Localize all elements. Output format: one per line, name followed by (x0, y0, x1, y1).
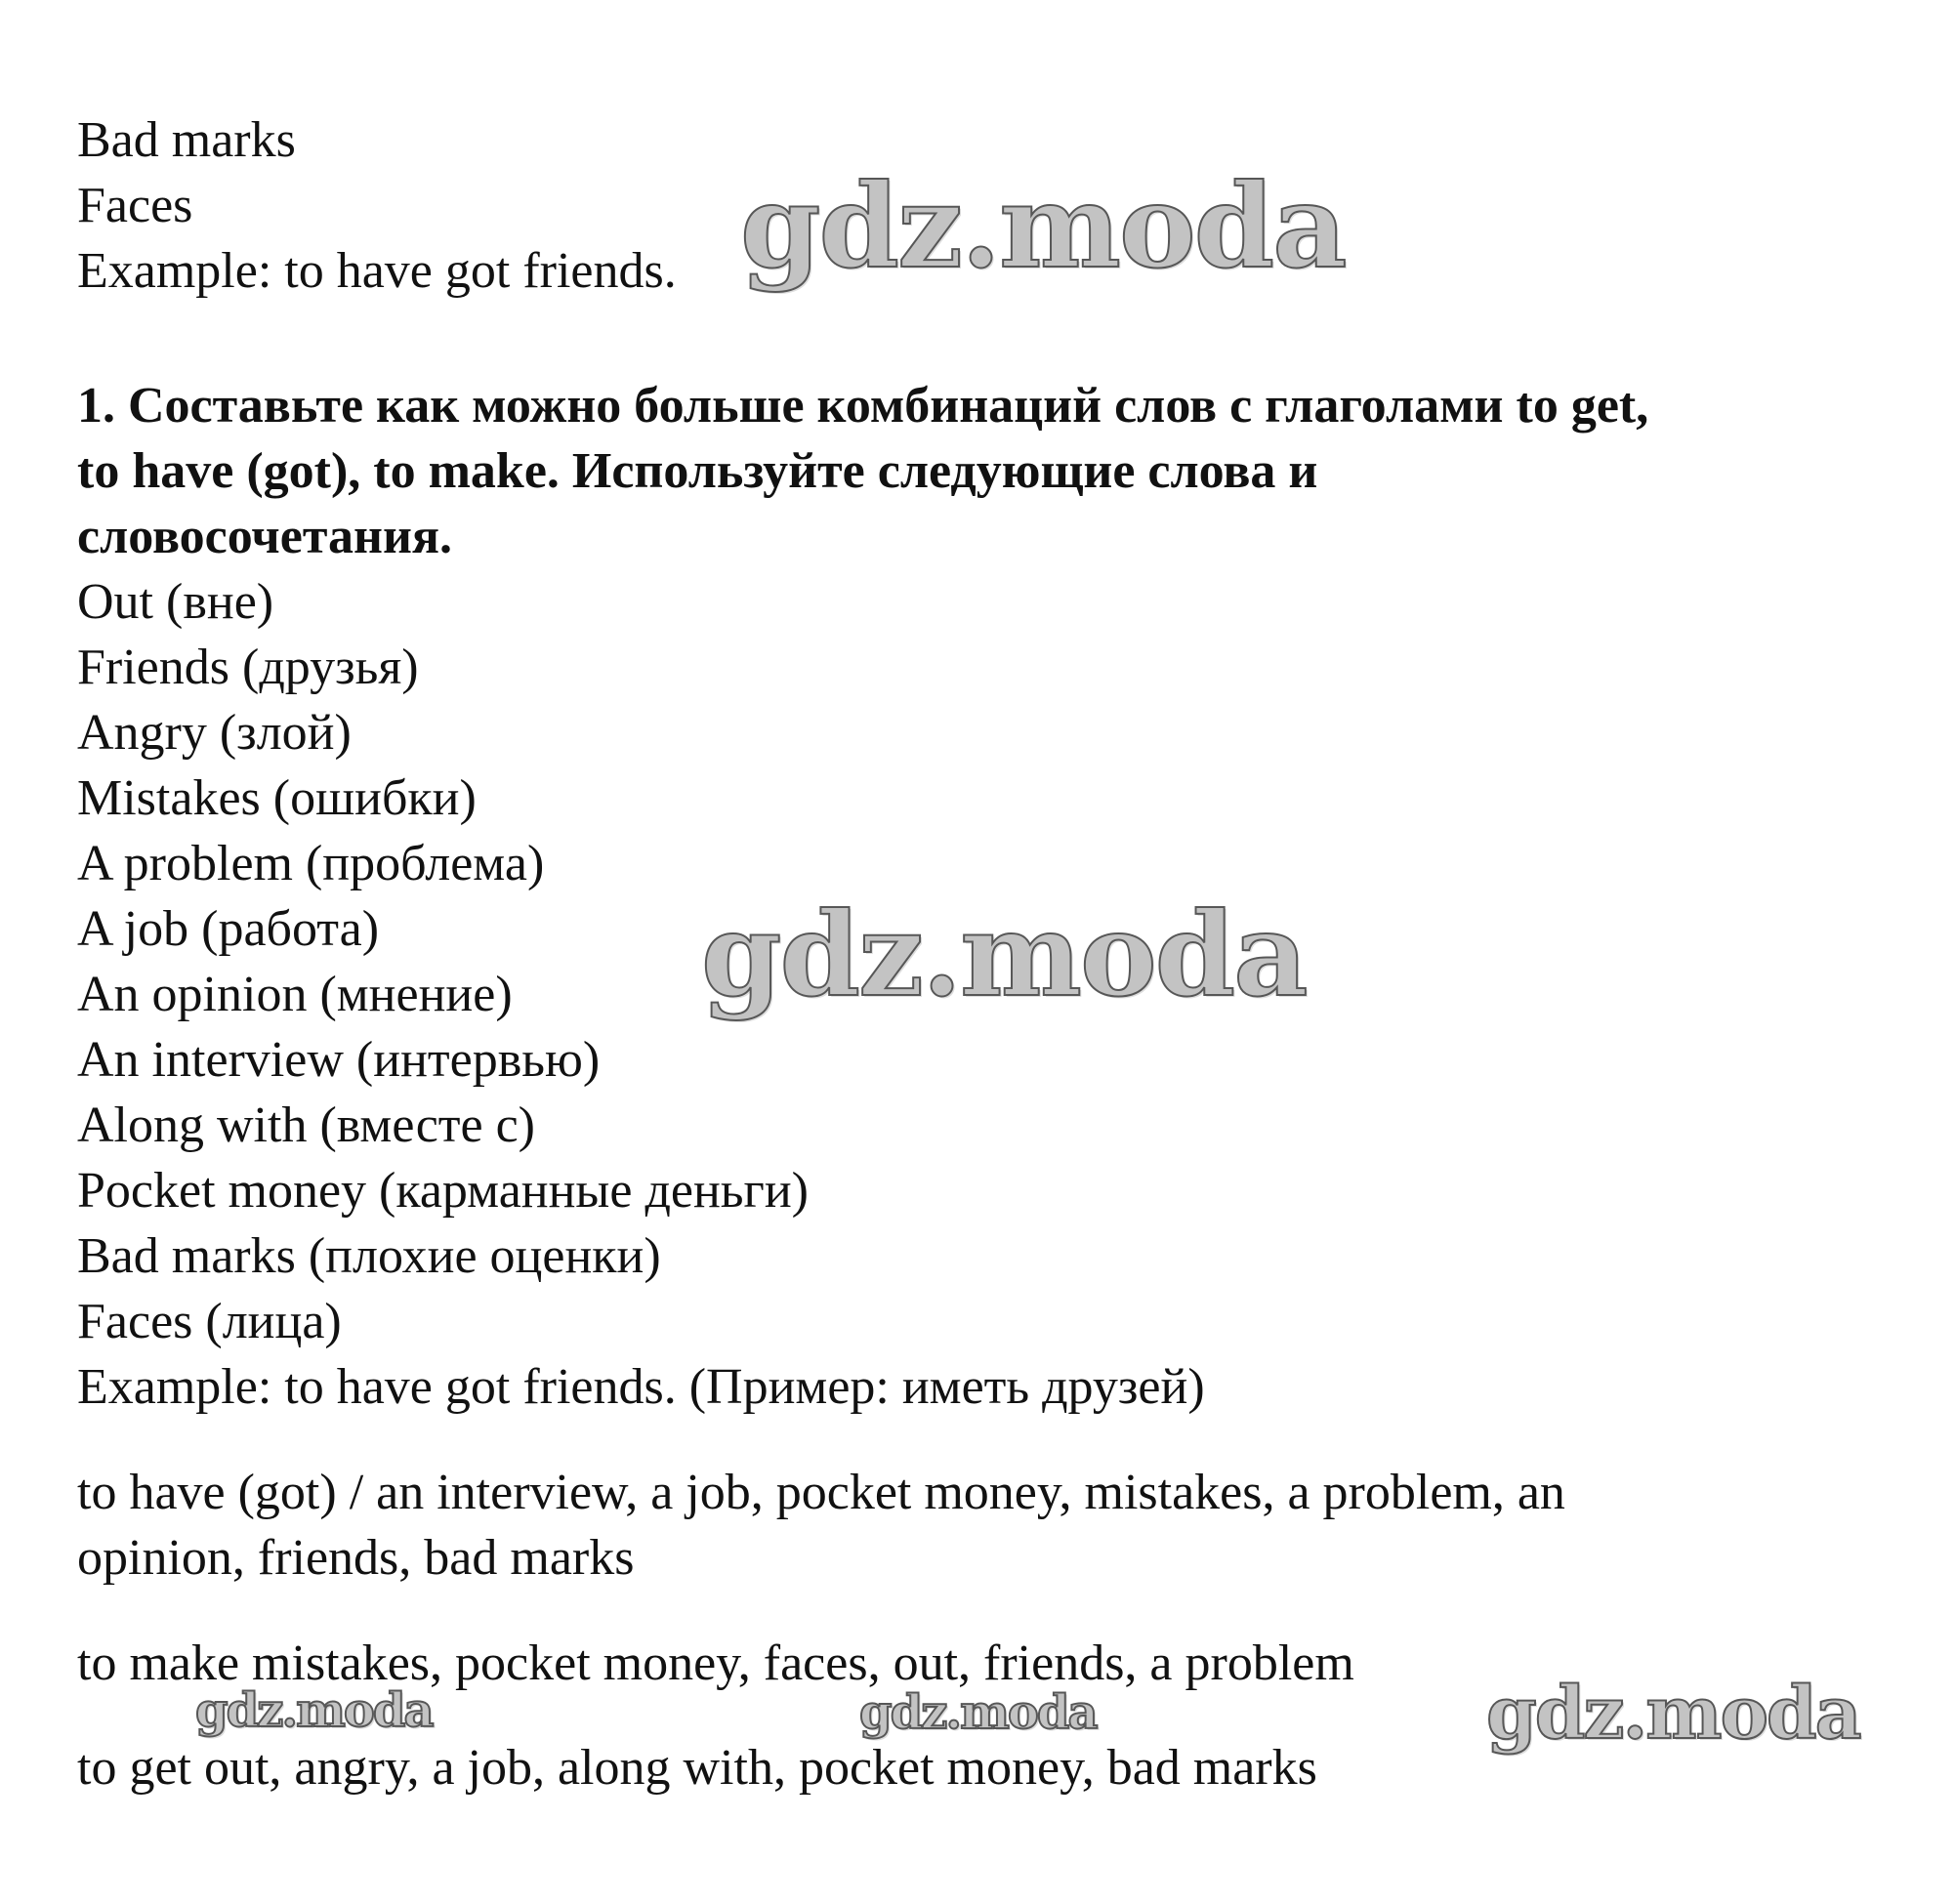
watermark: gdz.moda (740, 158, 1346, 294)
word-list-item: A job (работа) (77, 901, 380, 957)
task-heading-line-1: 1. Составьте как можно больше комбинаций слов с глаголами to get, (77, 378, 1649, 434)
word-list-item: Friends (друзья) (77, 640, 419, 695)
word-list-item: Angry (злой) (77, 705, 352, 761)
answer-get: to get out, angry, a job, along with, pocket money, bad marks (77, 1740, 1317, 1796)
answer-have-line-1: to have (got) / an interview, a job, pocket money, mistakes, a problem, an (77, 1465, 1565, 1520)
watermark: gdz.moda (195, 1683, 433, 1738)
top-line-example: Example: to have got friends. (77, 243, 677, 299)
watermark: gdz.moda (701, 887, 1307, 1022)
top-line-faces: Faces (77, 178, 193, 233)
word-list-item: Pocket money (карманные деньги) (77, 1163, 809, 1219)
word-list-item: An opinion (мнение) (77, 967, 513, 1022)
task-heading-line-3: словосочетания. (77, 509, 453, 564)
word-list-item: Faces (лица) (77, 1294, 342, 1349)
word-list-item: Bad marks (плохие оценки) (77, 1228, 661, 1284)
task-heading-line-2: to have (got), to make. Используйте следующие слова и (77, 443, 1318, 499)
answer-make: to make mistakes, pocket money, faces, out, friends, a problem (77, 1635, 1354, 1691)
word-list-item: A problem (проблема) (77, 836, 545, 891)
watermark: gdz.moda (859, 1685, 1097, 1740)
word-list-item: An interview (интервью) (77, 1032, 601, 1088)
word-list-item: Out (вне) (77, 574, 274, 630)
example-line: Example: to have got friends. (Пример: иметь друзей) (77, 1359, 1205, 1415)
answer-have-line-2: opinion, friends, bad marks (77, 1530, 635, 1586)
top-line-bad-marks: Bad marks (77, 112, 296, 168)
word-list-item: Mistakes (ошибки) (77, 770, 477, 826)
word-list-item: Along with (вместе с) (77, 1097, 535, 1153)
watermark: gdz.moda (1486, 1672, 1860, 1756)
